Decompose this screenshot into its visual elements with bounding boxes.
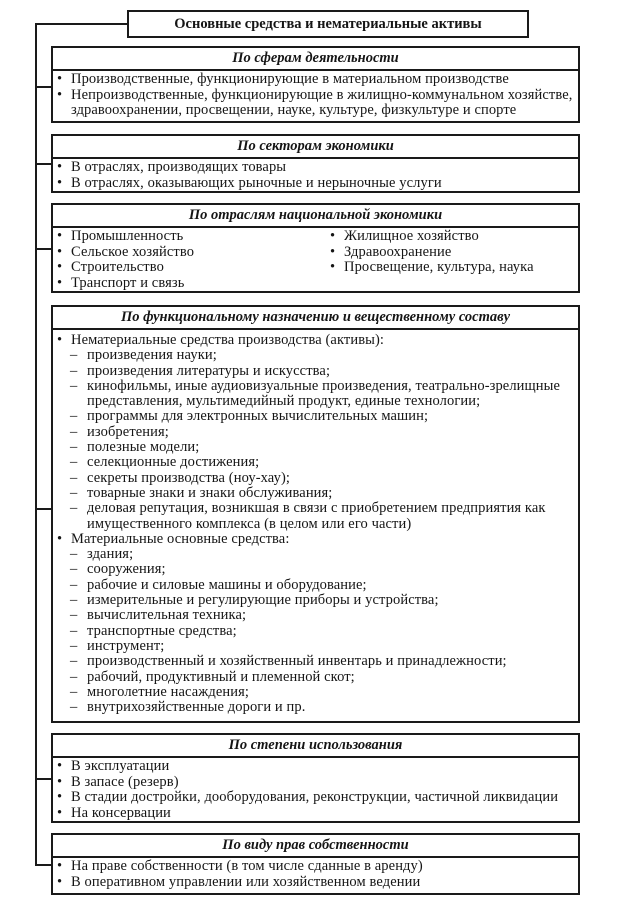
group-box-spheres	[51, 46, 580, 123]
group-heading: По функциональному назначению и вещественному составу	[53, 307, 578, 330]
sub-item-text: – многолетние насаждения;	[87, 683, 250, 700]
sub-item-text: имущественного комплекса (в целом или его части)	[87, 515, 412, 532]
list-item	[53, 806, 578, 822]
sub-item-text: – производственный и хозяйственный инвентарь и принадлежности;	[87, 653, 507, 670]
sub-item-text: представления, мультимедийный продукт, единые технологии;	[87, 393, 481, 410]
item-text: • Производственные, функционирующие в материальном производстве	[71, 71, 509, 87]
connector-group-5	[35, 778, 52, 780]
item-text: • В отраслях, производящих товары	[71, 159, 287, 175]
item-text: • На праве собственности (в том числе сданные в аренду)	[71, 858, 423, 874]
sub-item	[53, 471, 578, 486]
sub-item	[53, 562, 578, 577]
sub-item	[53, 639, 578, 654]
sub-item	[53, 654, 578, 669]
sub-item-text: – деловая репутация, возникшая в связи с приобретением предприятия как	[87, 500, 546, 517]
sub-item	[53, 440, 578, 455]
sub-item-text: – произведения литературы и искусства;	[87, 362, 331, 379]
group-heading: По виду прав собственности	[53, 835, 578, 858]
sub-item	[53, 700, 578, 715]
group-heading: По отраслям национальной экономики	[53, 205, 578, 228]
column-right	[326, 229, 534, 276]
item-text: • В эксплуатации	[71, 758, 170, 774]
sub-item-text: – сооружения;	[87, 561, 166, 578]
sub-item-text: – рабочие и силовые машины и оборудование;	[87, 576, 367, 593]
list-item	[53, 875, 578, 891]
list-item: • Промышленность	[53, 229, 578, 245]
sub-item	[53, 486, 578, 501]
list-item-tangible	[53, 532, 578, 547]
item-text: • В стадии достройки, дооборудования, реконструкции, частичной ликвидации	[71, 789, 559, 806]
sub-item	[53, 379, 578, 410]
connector-group-3	[35, 248, 52, 250]
list-item: • Сельское хозяйство	[53, 245, 578, 261]
sub-item-text: – здания;	[87, 546, 134, 563]
sub-item-text: – произведения науки;	[87, 347, 217, 364]
sub-item-text: – секреты производства (ноу-хау);	[87, 469, 291, 486]
list-item	[53, 859, 578, 875]
sub-item	[53, 547, 578, 562]
sub-item-text: – измерительные и регулирующие приборы и устройства;	[87, 592, 439, 609]
item-text: • В запасе (резерв)	[71, 773, 179, 790]
list-item	[53, 88, 578, 119]
connector-group-4	[35, 508, 52, 510]
item-text: здравоохранении, просвещении, науке, культуре, физкультуре и спорте	[71, 102, 517, 119]
sub-item-text: – внутрихозяйственные дороги и пр.	[87, 699, 306, 716]
item-text: • В отраслях, оказывающих рыночные и нерыночные услуги	[71, 174, 442, 191]
group-heading: По сферам деятельности	[53, 48, 578, 71]
connector-group-6	[35, 864, 52, 866]
sub-item-text: – селекционные достижения;	[87, 454, 260, 471]
sub-item-text: – программы для электронных вычислительных машин;	[87, 408, 429, 425]
group-body	[53, 758, 578, 822]
list-item: • Жилищное хозяйство	[326, 229, 534, 245]
item-label: • Нематериальные средства производства (активы):	[71, 332, 385, 348]
diagram-title: Основные средства и нематериальные активы	[127, 10, 529, 38]
group-box-ownership	[51, 833, 580, 895]
sub-item	[53, 501, 578, 532]
sub-item-text: – рабочий, продуктивный и племенной скот;	[87, 668, 355, 685]
sub-item	[53, 348, 578, 363]
item-label: • Материальные основные средства:	[71, 530, 290, 547]
sub-item	[53, 409, 578, 424]
sub-item-text: – транспортные средства;	[87, 622, 237, 639]
sub-item-text: – инструмент;	[87, 637, 165, 654]
group-box-sectors	[51, 134, 580, 193]
connector-group-2	[35, 163, 52, 165]
list-item	[53, 72, 578, 88]
list-item	[53, 759, 578, 775]
group-body	[53, 228, 578, 292]
list-item: • Транспорт и связь	[53, 276, 578, 292]
list-item: • Здравоохранение	[326, 245, 534, 261]
connector-group-1	[35, 86, 52, 88]
sub-item	[53, 593, 578, 608]
sub-item	[53, 578, 578, 593]
sub-item-text: – товарные знаки и знаки обслуживания;	[87, 484, 333, 501]
group-box-industries	[51, 203, 580, 293]
list-item	[53, 176, 578, 192]
item-text: • Непроизводственные, функционирующие в жилищно-коммунальном хозяйстве,	[71, 86, 573, 103]
sub-item	[53, 455, 578, 470]
group-body	[53, 330, 578, 715]
list-item-intangible	[53, 333, 578, 348]
list-item: • Просвещение, культура, наука	[326, 260, 534, 276]
sub-item	[53, 608, 578, 623]
list-item	[53, 160, 578, 176]
item-text: • В оперативном управлении или хозяйственном ведении	[71, 873, 421, 890]
connector-trunk	[35, 23, 37, 866]
sub-item	[53, 624, 578, 639]
connector-title	[35, 23, 128, 25]
group-heading: По степени использования	[53, 735, 578, 758]
sub-item-text: – полезные модели;	[87, 439, 200, 456]
sub-item-text: – кинофильмы, иные аудиовизуальные произведения, театрально-зрелищные	[87, 377, 561, 394]
sub-item-text: – вычислительная техника;	[87, 607, 247, 624]
group-body	[53, 858, 578, 890]
list-item	[53, 790, 578, 806]
group-box-function	[51, 305, 580, 723]
sub-item	[53, 425, 578, 440]
sub-item	[53, 364, 578, 379]
list-item: • Строительство	[53, 260, 578, 276]
item-text: • На консервации	[71, 805, 171, 822]
sub-item-text: – изобретения;	[87, 423, 169, 440]
group-box-usage	[51, 733, 580, 823]
group-body	[53, 159, 578, 191]
group-heading: По секторам экономики	[53, 136, 578, 159]
sub-item	[53, 685, 578, 700]
group-body	[53, 71, 578, 119]
list-item	[53, 775, 578, 791]
sub-item	[53, 670, 578, 685]
